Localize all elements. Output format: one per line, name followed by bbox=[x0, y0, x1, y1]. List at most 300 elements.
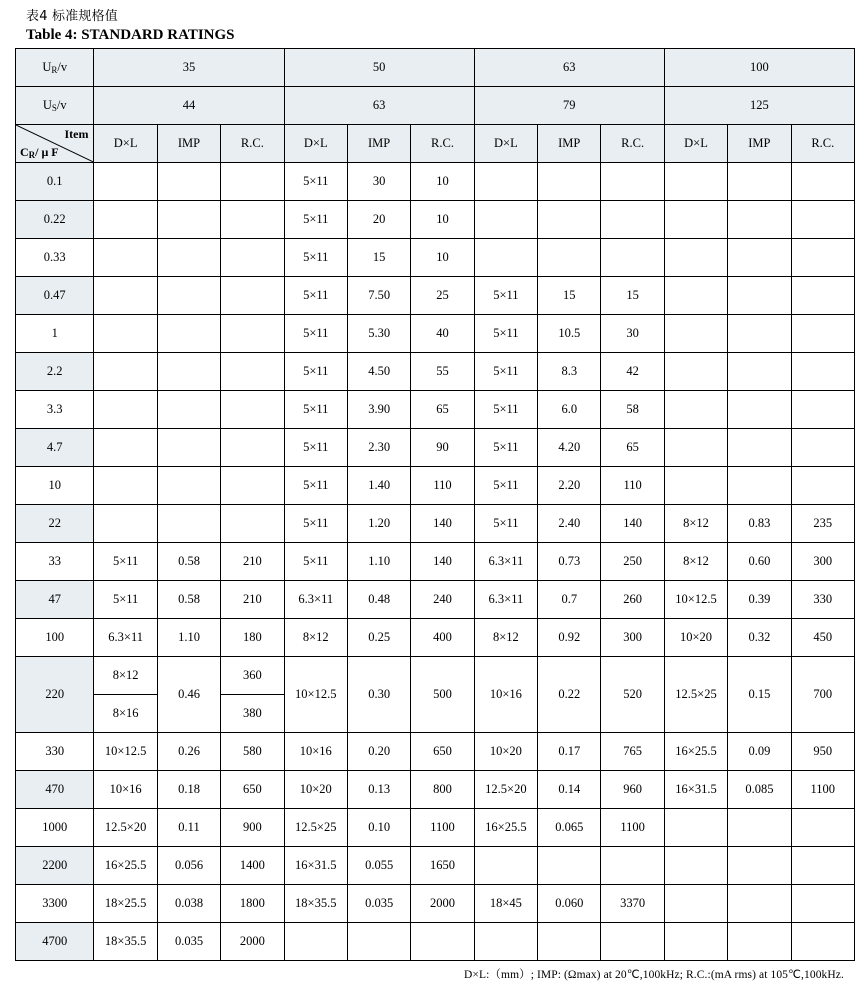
cell-rc: 140 bbox=[411, 543, 474, 581]
cell-rc: 765 bbox=[601, 733, 664, 771]
cell-imp bbox=[157, 315, 220, 353]
cell-imp bbox=[728, 885, 791, 923]
cell-dl: 8×12 bbox=[94, 657, 157, 695]
cell-imp: 1.40 bbox=[347, 467, 410, 505]
cell-rc: 235 bbox=[791, 505, 854, 543]
cell-imp bbox=[538, 201, 601, 239]
cell-dl: 18×35.5 bbox=[284, 885, 347, 923]
cell-rc: 2000 bbox=[411, 885, 474, 923]
cell-rc: 1100 bbox=[601, 809, 664, 847]
cell-rc: 1100 bbox=[411, 809, 474, 847]
subcol-100-dl: D×L bbox=[664, 125, 727, 163]
cell-dl: 18×25.5 bbox=[94, 885, 157, 923]
cell-rc bbox=[221, 201, 284, 239]
cell-rc: 650 bbox=[221, 771, 284, 809]
cell-rc bbox=[601, 923, 664, 961]
cell-imp: 0.92 bbox=[538, 619, 601, 657]
cell-dl bbox=[664, 277, 727, 315]
cell-dl: 6.3×11 bbox=[284, 581, 347, 619]
cell-dl bbox=[474, 923, 537, 961]
us-value-2: 79 bbox=[474, 87, 664, 125]
cell-rc: 42 bbox=[601, 353, 664, 391]
cell-rc: 25 bbox=[411, 277, 474, 315]
cell-rc bbox=[221, 277, 284, 315]
cell-imp bbox=[157, 239, 220, 277]
cell-dl: 5×11 bbox=[284, 277, 347, 315]
cell-dl: 5×11 bbox=[284, 543, 347, 581]
subcol-50-imp: IMP bbox=[347, 125, 410, 163]
cell-imp bbox=[728, 391, 791, 429]
cell-dl bbox=[664, 239, 727, 277]
row-capacitance-label: 3300 bbox=[16, 885, 94, 923]
cell-imp bbox=[728, 201, 791, 239]
header-row-subcolumns bbox=[16, 125, 855, 163]
cell-imp: 0.58 bbox=[157, 543, 220, 581]
cell-imp: 0.060 bbox=[538, 885, 601, 923]
cell-rc bbox=[221, 353, 284, 391]
cell-dl bbox=[474, 847, 537, 885]
cell-imp: 0.038 bbox=[157, 885, 220, 923]
cell-dl bbox=[664, 201, 727, 239]
cell-imp bbox=[728, 163, 791, 201]
cell-rc: 140 bbox=[601, 505, 664, 543]
cell-dl: 10×20 bbox=[664, 619, 727, 657]
table-row bbox=[16, 657, 855, 695]
cell-dl: 16×25.5 bbox=[94, 847, 157, 885]
table-row bbox=[16, 429, 855, 467]
cell-imp bbox=[157, 505, 220, 543]
cell-imp bbox=[728, 429, 791, 467]
cell-rc: 1650 bbox=[411, 847, 474, 885]
table-caption-english: Table 4: STANDARD RATINGS bbox=[26, 27, 235, 43]
cr-tail: / μ F bbox=[35, 145, 59, 159]
cell-dl bbox=[664, 391, 727, 429]
cell-dl: 10×20 bbox=[284, 771, 347, 809]
cell-imp: 0.83 bbox=[728, 505, 791, 543]
cell-dl: 12.5×20 bbox=[474, 771, 537, 809]
cell-imp: 3.90 bbox=[347, 391, 410, 429]
ur-value-3: 100 bbox=[664, 49, 854, 87]
table-row bbox=[16, 353, 855, 391]
cell-rc: 400 bbox=[411, 619, 474, 657]
cell-imp bbox=[728, 239, 791, 277]
cell-dl: 12.5×25 bbox=[664, 657, 727, 733]
cell-dl: 12.5×20 bbox=[94, 809, 157, 847]
table-row bbox=[16, 809, 855, 847]
row-capacitance-label: 470 bbox=[16, 771, 94, 809]
cell-rc bbox=[791, 163, 854, 201]
cell-dl: 5×11 bbox=[284, 201, 347, 239]
cell-dl: 8×12 bbox=[664, 543, 727, 581]
cell-rc bbox=[791, 277, 854, 315]
cell-rc: 300 bbox=[791, 543, 854, 581]
table-row bbox=[16, 619, 855, 657]
row-capacitance-label: 0.47 bbox=[16, 277, 94, 315]
ur-value-1: 50 bbox=[284, 49, 474, 87]
cell-rc: 360 bbox=[221, 657, 284, 695]
row-capacitance-label: 1000 bbox=[16, 809, 94, 847]
cell-dl: 5×11 bbox=[284, 505, 347, 543]
cell-dl: 6.3×11 bbox=[474, 581, 537, 619]
cell-imp bbox=[157, 201, 220, 239]
cell-rc: 650 bbox=[411, 733, 474, 771]
table-row bbox=[16, 163, 855, 201]
cell-dl bbox=[94, 163, 157, 201]
cell-rc: 10 bbox=[411, 239, 474, 277]
cell-imp: 0.15 bbox=[728, 657, 791, 733]
cell-rc: 210 bbox=[221, 581, 284, 619]
cell-dl bbox=[664, 467, 727, 505]
row-capacitance-label: 4.7 bbox=[16, 429, 94, 467]
cell-dl: 8×16 bbox=[94, 695, 157, 733]
table-row bbox=[16, 239, 855, 277]
cell-dl: 10×16 bbox=[474, 657, 537, 733]
table-body bbox=[16, 163, 855, 961]
table-row bbox=[16, 391, 855, 429]
cell-imp: 0.056 bbox=[157, 847, 220, 885]
cell-rc: 2000 bbox=[221, 923, 284, 961]
cell-rc bbox=[791, 239, 854, 277]
cell-imp bbox=[157, 163, 220, 201]
table-row bbox=[16, 315, 855, 353]
cell-rc bbox=[221, 429, 284, 467]
cell-imp: 20 bbox=[347, 201, 410, 239]
cell-dl: 5×11 bbox=[474, 505, 537, 543]
cell-imp: 0.58 bbox=[157, 581, 220, 619]
table-row bbox=[16, 923, 855, 961]
table-row bbox=[16, 505, 855, 543]
rated-voltage-label bbox=[16, 49, 94, 87]
cell-imp: 1.20 bbox=[347, 505, 410, 543]
cell-imp bbox=[538, 239, 601, 277]
cell-imp bbox=[157, 353, 220, 391]
cell-imp: 10.5 bbox=[538, 315, 601, 353]
cell-dl: 18×45 bbox=[474, 885, 537, 923]
cell-rc bbox=[221, 467, 284, 505]
cell-rc: 520 bbox=[601, 657, 664, 733]
cell-rc: 250 bbox=[601, 543, 664, 581]
us-sub: S bbox=[51, 103, 57, 113]
cell-dl: 5×11 bbox=[284, 315, 347, 353]
row-capacitance-label: 1 bbox=[16, 315, 94, 353]
cell-rc: 10 bbox=[411, 163, 474, 201]
cell-imp bbox=[728, 315, 791, 353]
table-row bbox=[16, 733, 855, 771]
table-row bbox=[16, 847, 855, 885]
table-row bbox=[16, 543, 855, 581]
cell-rc: 330 bbox=[791, 581, 854, 619]
row-capacitance-label: 2200 bbox=[16, 847, 94, 885]
cell-rc: 58 bbox=[601, 391, 664, 429]
cell-rc bbox=[791, 353, 854, 391]
table-row bbox=[16, 885, 855, 923]
cell-dl: 5×11 bbox=[474, 391, 537, 429]
cell-rc: 380 bbox=[221, 695, 284, 733]
subcol-63-dl: D×L bbox=[474, 125, 537, 163]
cell-dl: 5×11 bbox=[474, 429, 537, 467]
cell-dl bbox=[664, 885, 727, 923]
cell-imp: 6.0 bbox=[538, 391, 601, 429]
cell-imp: 0.30 bbox=[347, 657, 410, 733]
cell-imp: 0.055 bbox=[347, 847, 410, 885]
cell-dl: 5×11 bbox=[284, 429, 347, 467]
us-value-1: 63 bbox=[284, 87, 474, 125]
row-capacitance-label: 22 bbox=[16, 505, 94, 543]
cell-dl: 16×25.5 bbox=[664, 733, 727, 771]
cell-dl bbox=[664, 847, 727, 885]
cell-imp: 5.30 bbox=[347, 315, 410, 353]
subcol-100-imp: IMP bbox=[728, 125, 791, 163]
row-capacitance-label: 10 bbox=[16, 467, 94, 505]
cell-imp: 0.09 bbox=[728, 733, 791, 771]
cell-rc: 210 bbox=[221, 543, 284, 581]
cell-rc bbox=[791, 429, 854, 467]
cell-dl: 5×11 bbox=[474, 467, 537, 505]
cell-imp: 0.46 bbox=[157, 657, 220, 733]
cell-rc bbox=[791, 923, 854, 961]
cell-rc bbox=[221, 315, 284, 353]
cell-rc bbox=[601, 847, 664, 885]
cell-dl: 10×12.5 bbox=[664, 581, 727, 619]
row-capacitance-label: 4700 bbox=[16, 923, 94, 961]
cell-imp: 0.085 bbox=[728, 771, 791, 809]
cell-imp bbox=[538, 923, 601, 961]
cell-rc: 15 bbox=[601, 277, 664, 315]
cell-dl bbox=[94, 239, 157, 277]
cr-main: C bbox=[20, 145, 29, 159]
cell-imp: 0.11 bbox=[157, 809, 220, 847]
cell-imp: 1.10 bbox=[347, 543, 410, 581]
header-row-rated-voltage bbox=[16, 49, 855, 87]
cell-rc bbox=[791, 201, 854, 239]
cell-rc: 260 bbox=[601, 581, 664, 619]
cell-imp: 2.20 bbox=[538, 467, 601, 505]
cell-dl: 5×11 bbox=[284, 467, 347, 505]
ur-main: U bbox=[42, 60, 52, 74]
standard-ratings-table bbox=[15, 48, 855, 961]
row-capacitance-label: 47 bbox=[16, 581, 94, 619]
cell-imp: 0.26 bbox=[157, 733, 220, 771]
cell-dl: 8×12 bbox=[474, 619, 537, 657]
subcol-63-rc: R.C. bbox=[601, 125, 664, 163]
cell-imp: 8.3 bbox=[538, 353, 601, 391]
cell-imp: 15 bbox=[347, 239, 410, 277]
cell-imp: 2.30 bbox=[347, 429, 410, 467]
cell-dl: 12.5×25 bbox=[284, 809, 347, 847]
cell-imp bbox=[538, 847, 601, 885]
cell-imp bbox=[157, 277, 220, 315]
cell-dl bbox=[94, 467, 157, 505]
us-main: U bbox=[42, 98, 52, 112]
us-tail: /v bbox=[56, 98, 67, 112]
cell-imp: 0.22 bbox=[538, 657, 601, 733]
cell-imp bbox=[728, 923, 791, 961]
row-capacitance-label: 33 bbox=[16, 543, 94, 581]
cell-dl: 5×11 bbox=[94, 543, 157, 581]
cell-dl: 5×11 bbox=[474, 315, 537, 353]
cell-rc: 140 bbox=[411, 505, 474, 543]
cell-imp: 0.73 bbox=[538, 543, 601, 581]
cell-dl: 5×11 bbox=[284, 163, 347, 201]
cell-rc: 65 bbox=[411, 391, 474, 429]
ur-value-2: 63 bbox=[474, 49, 664, 87]
cell-imp bbox=[538, 163, 601, 201]
cell-rc: 65 bbox=[601, 429, 664, 467]
table-row bbox=[16, 201, 855, 239]
table-footnote: D×L:（mm）; IMP: (Ωmax) at 20℃,100kHz; R.C.:(mA rms) at 105℃,100kHz. bbox=[464, 969, 844, 981]
cell-rc: 700 bbox=[791, 657, 854, 733]
cell-dl: 16×25.5 bbox=[474, 809, 537, 847]
table-row bbox=[16, 277, 855, 315]
row-capacitance-label: 0.33 bbox=[16, 239, 94, 277]
cell-rc: 1800 bbox=[221, 885, 284, 923]
cell-rc: 450 bbox=[791, 619, 854, 657]
cell-imp: 0.7 bbox=[538, 581, 601, 619]
cell-rc: 950 bbox=[791, 733, 854, 771]
cell-imp: 0.60 bbox=[728, 543, 791, 581]
cell-dl bbox=[94, 353, 157, 391]
cell-imp bbox=[157, 391, 220, 429]
row-capacitance-label: 0.22 bbox=[16, 201, 94, 239]
cell-dl bbox=[94, 429, 157, 467]
cell-imp: 4.20 bbox=[538, 429, 601, 467]
subcol-63-imp: IMP bbox=[538, 125, 601, 163]
cell-rc bbox=[221, 239, 284, 277]
cell-dl bbox=[664, 809, 727, 847]
cell-imp: 7.50 bbox=[347, 277, 410, 315]
corner-capacitance-label bbox=[20, 145, 59, 160]
cell-imp: 0.20 bbox=[347, 733, 410, 771]
cell-dl: 18×35.5 bbox=[94, 923, 157, 961]
cell-imp: 0.13 bbox=[347, 771, 410, 809]
cell-rc: 300 bbox=[601, 619, 664, 657]
ur-sub: R bbox=[51, 65, 58, 75]
row-capacitance-label: 3.3 bbox=[16, 391, 94, 429]
cell-rc bbox=[411, 923, 474, 961]
cell-dl: 8×12 bbox=[284, 619, 347, 657]
cell-rc bbox=[791, 315, 854, 353]
cell-dl bbox=[474, 201, 537, 239]
cell-imp: 0.035 bbox=[347, 885, 410, 923]
cell-rc bbox=[601, 201, 664, 239]
cell-dl bbox=[94, 315, 157, 353]
subcol-35-dl: D×L bbox=[94, 125, 157, 163]
cell-rc: 55 bbox=[411, 353, 474, 391]
cell-rc: 90 bbox=[411, 429, 474, 467]
cell-rc: 30 bbox=[601, 315, 664, 353]
cell-imp: 15 bbox=[538, 277, 601, 315]
cell-imp: 0.39 bbox=[728, 581, 791, 619]
cell-dl: 6.3×11 bbox=[94, 619, 157, 657]
cell-rc bbox=[601, 163, 664, 201]
cell-imp bbox=[157, 429, 220, 467]
cell-rc: 500 bbox=[411, 657, 474, 733]
ur-tail: /v bbox=[57, 60, 68, 74]
header-row-surge-voltage bbox=[16, 87, 855, 125]
cell-dl: 5×11 bbox=[284, 391, 347, 429]
row-capacitance-label: 220 bbox=[16, 657, 94, 733]
subcol-35-imp: IMP bbox=[157, 125, 220, 163]
cell-imp: 0.18 bbox=[157, 771, 220, 809]
cell-dl bbox=[94, 505, 157, 543]
cell-rc bbox=[791, 885, 854, 923]
cell-imp bbox=[728, 467, 791, 505]
cell-dl bbox=[284, 923, 347, 961]
cell-imp: 0.32 bbox=[728, 619, 791, 657]
cell-rc bbox=[791, 809, 854, 847]
cell-dl: 10×12.5 bbox=[94, 733, 157, 771]
us-value-3: 125 bbox=[664, 87, 854, 125]
subcol-35-rc: R.C. bbox=[221, 125, 284, 163]
cell-rc bbox=[791, 847, 854, 885]
cell-imp bbox=[728, 353, 791, 391]
cell-rc: 1400 bbox=[221, 847, 284, 885]
subcol-50-rc: R.C. bbox=[411, 125, 474, 163]
us-value-0: 44 bbox=[94, 87, 284, 125]
row-capacitance-label: 100 bbox=[16, 619, 94, 657]
cell-imp: 0.035 bbox=[157, 923, 220, 961]
row-capacitance-label: 0.1 bbox=[16, 163, 94, 201]
cell-rc: 180 bbox=[221, 619, 284, 657]
subcol-50-dl: D×L bbox=[284, 125, 347, 163]
cell-imp bbox=[157, 467, 220, 505]
table-corner-header bbox=[16, 125, 94, 163]
cell-rc: 800 bbox=[411, 771, 474, 809]
cell-rc: 240 bbox=[411, 581, 474, 619]
cell-dl: 16×31.5 bbox=[284, 847, 347, 885]
cell-dl bbox=[94, 277, 157, 315]
table-row bbox=[16, 467, 855, 505]
cell-imp bbox=[728, 847, 791, 885]
corner-item-label: Item bbox=[64, 127, 89, 141]
cell-dl bbox=[474, 163, 537, 201]
cell-dl: 5×11 bbox=[284, 239, 347, 277]
cell-dl bbox=[94, 391, 157, 429]
row-capacitance-label: 330 bbox=[16, 733, 94, 771]
cell-dl bbox=[664, 923, 727, 961]
cell-dl bbox=[474, 239, 537, 277]
cell-rc: 580 bbox=[221, 733, 284, 771]
cell-dl bbox=[664, 163, 727, 201]
cell-imp: 0.14 bbox=[538, 771, 601, 809]
cell-dl: 10×16 bbox=[94, 771, 157, 809]
cell-rc: 900 bbox=[221, 809, 284, 847]
cell-rc bbox=[221, 391, 284, 429]
cell-dl: 10×16 bbox=[284, 733, 347, 771]
cell-dl: 5×11 bbox=[474, 353, 537, 391]
cell-rc: 1100 bbox=[791, 771, 854, 809]
cell-dl: 5×11 bbox=[94, 581, 157, 619]
cell-rc: 40 bbox=[411, 315, 474, 353]
cell-rc: 110 bbox=[411, 467, 474, 505]
cell-rc bbox=[221, 505, 284, 543]
cell-dl: 16×31.5 bbox=[664, 771, 727, 809]
cell-imp: 1.10 bbox=[157, 619, 220, 657]
cell-imp: 2.40 bbox=[538, 505, 601, 543]
cell-dl bbox=[664, 315, 727, 353]
cell-rc: 3370 bbox=[601, 885, 664, 923]
table-caption-chinese: 表4 标准规格值 bbox=[26, 9, 119, 24]
cell-imp: 0.48 bbox=[347, 581, 410, 619]
cell-imp: 30 bbox=[347, 163, 410, 201]
cell-imp bbox=[728, 277, 791, 315]
cell-imp: 0.25 bbox=[347, 619, 410, 657]
cell-rc bbox=[601, 239, 664, 277]
cell-imp: 0.10 bbox=[347, 809, 410, 847]
cell-dl bbox=[94, 201, 157, 239]
cell-rc: 960 bbox=[601, 771, 664, 809]
cell-dl bbox=[664, 353, 727, 391]
